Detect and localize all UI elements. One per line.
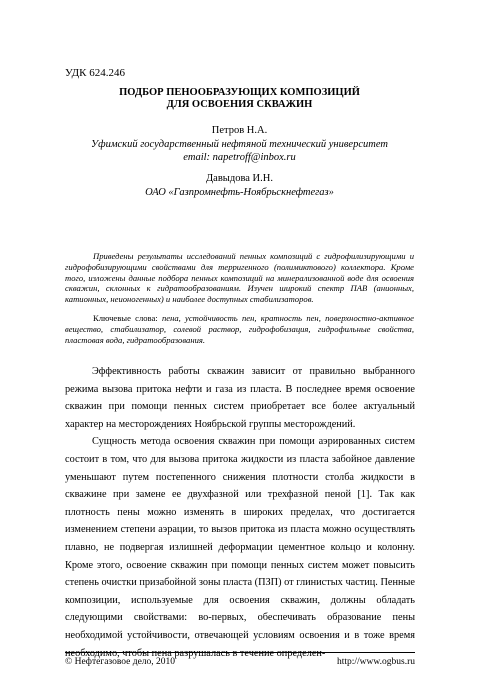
keywords	[65, 313, 414, 345]
body-paragraph-2: Сущность метода освоения скважин при помощи аэрированных систем состоит в том, что для вызова притока жидкости из пласта забойное давление уменьшают путем постепенного снижения плотности столба жидкости в скважине при замене ее двухфазной или трехфазной пеной [1]. Так как плотность пены можно изменять в широких пределах, что достигается изменением степени аэрации, то вызов притока из пласта можно осуществлять плавно, не подвергая излишней деформации цементное кольцо и колонну. Кроме этого, освоение скважин при помощи пенных систем может повысить степень очистки призабойной зоны пласта (ПЗП) от глинистых частиц. Пенные композиции, используемые для освоения скважин, должны обладать следующими свойствами: во-первых, обеспечивать образование пены необходимой устойчивости, отвечающей условиям освоения и в тоже время необходимо, чтобы пена разрушалась в течение определен-	[65, 436, 415, 659]
footer-copyright: © Нефтегазовое дело, 2010	[65, 657, 176, 667]
author-email-1: email: napetroff@inbox.ru	[183, 152, 296, 163]
article-body	[65, 363, 415, 662]
footer-url: http://www.ogbus.ru	[336, 657, 415, 667]
udc-code: УДК 624.246	[65, 67, 126, 79]
author-affiliation-1: Уфимский государственный нефтяной технический университет	[91, 139, 388, 150]
author-affiliation-2: ОАО «Газпромнефть-Ноябрьскнефтегаз»	[145, 187, 334, 198]
article-title-line-2: ДЛЯ ОСВОЕНИЯ СКВАЖИН	[166, 99, 313, 110]
footer-divider	[65, 652, 415, 653]
keywords-label: Ключевые слова:	[93, 313, 158, 323]
body-paragraph-1: Эффективность работы скважин зависит от правильно выбранного режима вызова притока нефти и газа из пласта. В последнее время освоение скважин при помощи пенных систем приобретает все более актуальный характер на месторождениях Ноябрьской группы месторождений.	[65, 366, 415, 430]
article-title-line-1: ПОДБОР ПЕНООБРАЗУЮЩИХ КОМПОЗИЦИЙ	[119, 87, 360, 98]
author-name-1: Петров Н.А.	[211, 125, 268, 136]
abstract: Приведены результаты исследований пенных композиций с гидрофилизирующими и гидрофобизирующими свойствами для терригенного (полимиктового) коллектора. Кроме того, изложены данные подбора пенных композиций на минерализованной воде для освоения скважин, склонных к гидратообразованиям. Изучен широкий спектр ПАВ (анионных, катионных, неионогенных) и наиболее доступных стабилизаторов.	[65, 251, 414, 305]
keywords-text: пена, устойчивость пен, кратность пен, поверхностно-активное вещество, стабилизатор, солевой раствор, гидрофобизация, гидрофильные свойства, пластовая вода, гидратообразования.	[65, 313, 414, 345]
author-name-2: Давыдова И.Н.	[206, 173, 273, 184]
